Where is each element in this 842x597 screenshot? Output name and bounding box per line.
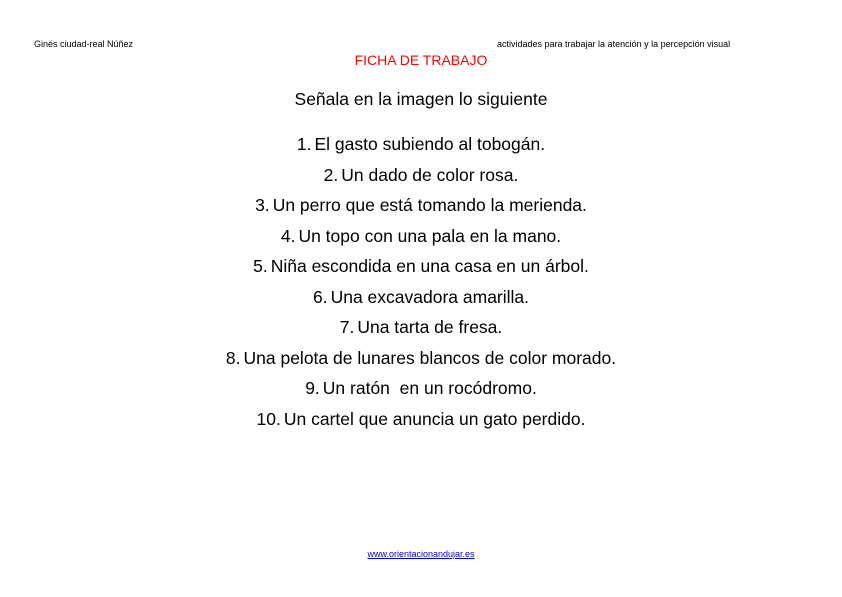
task-text: Niña escondida en una casa en un árbol.: [270, 256, 589, 276]
task-number: 7.: [339, 317, 355, 337]
task-number: 4.: [280, 225, 296, 246]
task-text: Una pelota de lunares blancos de color morado.: [243, 347, 617, 368]
task-text: Una tarta de fresa.: [357, 317, 503, 337]
task-number: 9.: [305, 378, 320, 398]
header-subject: actividades para trabajar la atención y la percepción visual: [497, 39, 731, 49]
task-number: 8.: [225, 347, 241, 368]
header-author: Ginés ciudad-real Núñez: [34, 39, 134, 49]
website-link[interactable]: www.orientacionandujar.es: [367, 549, 475, 559]
task-text: El gasto subiendo al tobogán.: [314, 134, 546, 154]
task-item-8: [0, 343, 842, 374]
task-list: [0, 129, 842, 434]
task-number: 5.: [253, 256, 268, 276]
task-item-1: [0, 129, 842, 160]
task-text: Un dado de color rosa.: [341, 164, 519, 185]
task-item-3: [0, 190, 842, 221]
task-text: Un topo con una pala en la mano.: [298, 225, 562, 246]
task-item-7: [0, 312, 842, 343]
task-number: 2.: [323, 164, 339, 185]
task-item-10: [0, 404, 842, 435]
task-text: Un cartel que anuncia un gato perdido.: [283, 408, 586, 429]
footer: [0, 549, 842, 560]
task-number: 1.: [296, 134, 312, 154]
task-text: Un perro que está tomando la merienda.: [272, 195, 587, 215]
task-number: 10.: [256, 408, 281, 429]
instruction-text: Señala en la imagen lo siguiente: [294, 89, 548, 109]
task-number: 3.: [255, 195, 270, 215]
task-item-5: [0, 251, 842, 282]
task-item-9: [0, 373, 842, 404]
task-number: 6.: [312, 286, 328, 307]
task-item-4: [0, 221, 842, 252]
task-item-2: [0, 160, 842, 191]
sheet-title: FICHA DE TRABAJO: [354, 52, 488, 68]
task-text: Una excavadora amarilla.: [330, 286, 530, 307]
task-item-6: [0, 282, 842, 313]
task-text: Un ratón en un rocódromo.: [322, 378, 537, 398]
